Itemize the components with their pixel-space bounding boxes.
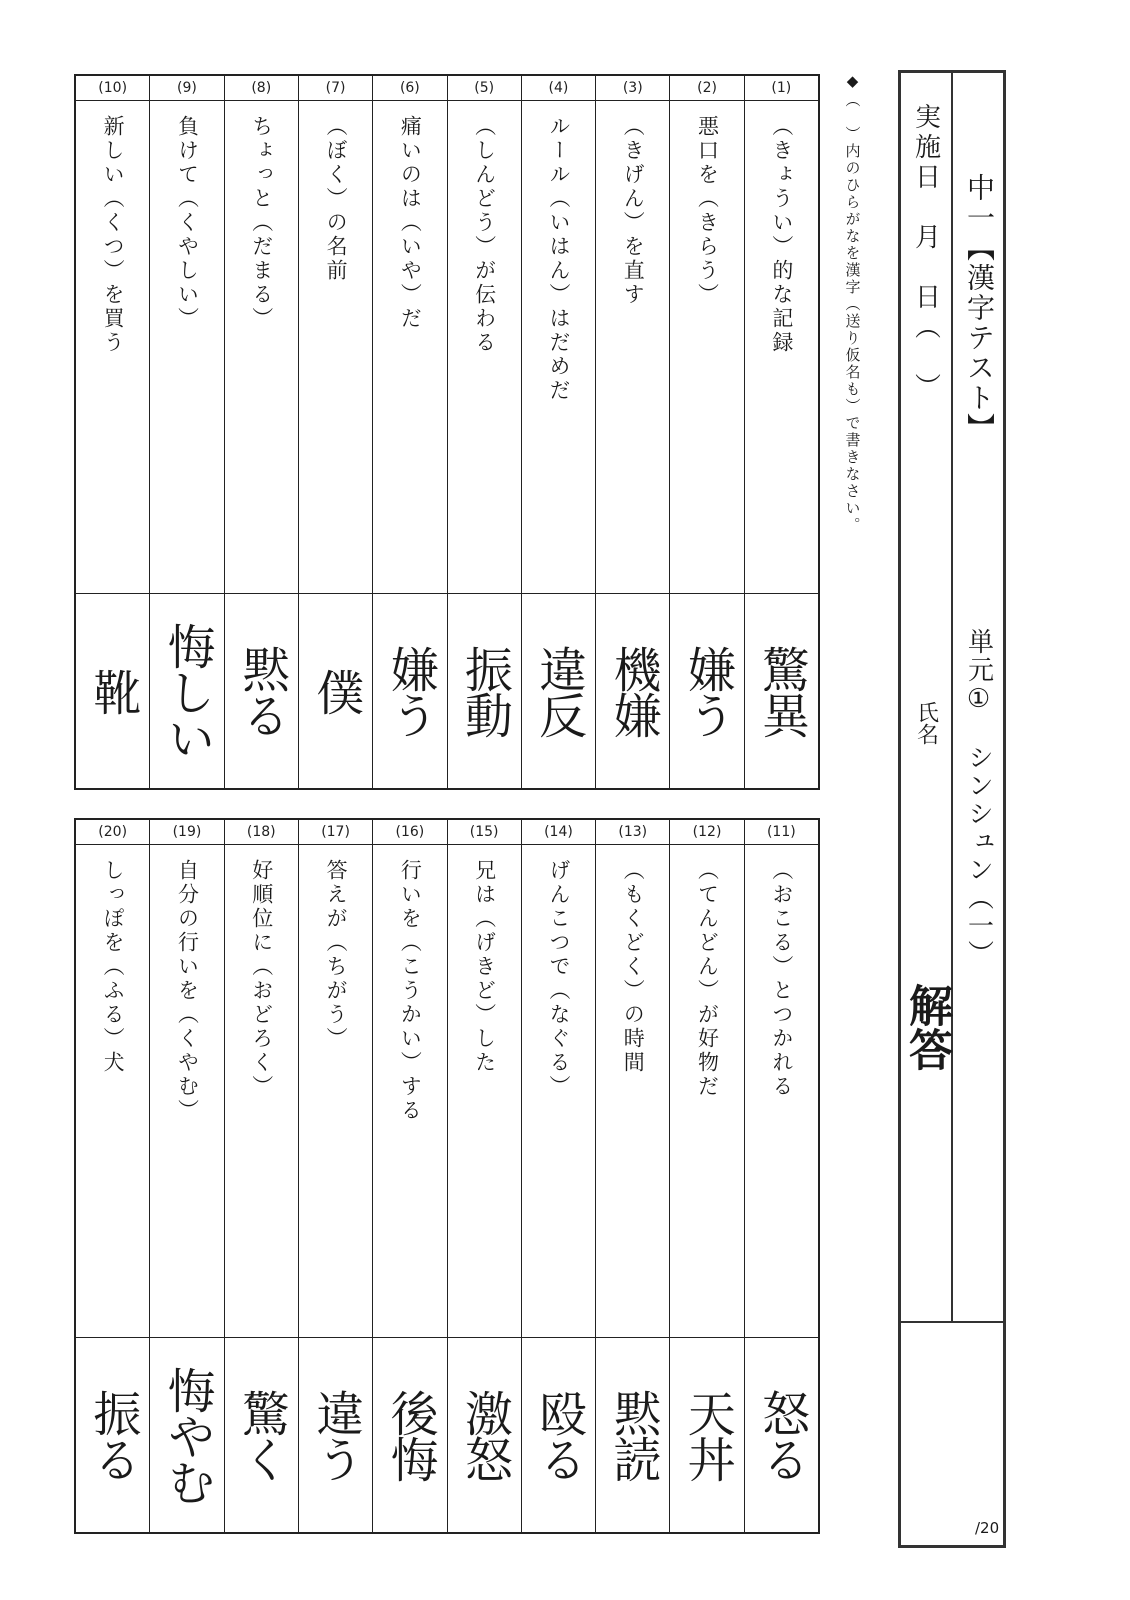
- answer-text: 機嫌: [604, 645, 661, 737]
- header-divider: [901, 1321, 1003, 1323]
- question-column-8: [224, 76, 298, 788]
- question-number: (11): [745, 820, 818, 845]
- question-column-3: [595, 76, 669, 788]
- question-number: (6): [373, 76, 446, 101]
- answer-box[interactable]: [670, 1338, 743, 1532]
- name-field[interactable]: [901, 701, 951, 745]
- answer-box[interactable]: [76, 1338, 149, 1532]
- question-cell: [76, 101, 149, 594]
- answer-box[interactable]: [596, 1338, 669, 1532]
- answer-text: 悔やむ: [159, 1366, 216, 1504]
- question-column-10: [76, 76, 149, 788]
- question-cell: [448, 101, 521, 594]
- question-column-20: [76, 820, 149, 1532]
- test-title: [953, 173, 1005, 443]
- answer-box[interactable]: [596, 594, 669, 788]
- question-text: （ぼく）の名前: [324, 115, 349, 283]
- answer-text: 振る: [84, 1389, 141, 1481]
- question-text: げんこつで（なぐる）: [546, 859, 571, 1099]
- answer-box[interactable]: [522, 1338, 595, 1532]
- answer-text: 嫌う: [679, 645, 736, 737]
- question-text: 答えが（ちがう）: [324, 859, 349, 1051]
- question-grid-bottom: [74, 818, 820, 1534]
- question-column-7: [298, 76, 372, 788]
- answer-box[interactable]: [373, 594, 446, 788]
- question-column-12: [669, 820, 743, 1532]
- question-cell: [225, 845, 298, 1338]
- instruction: [838, 72, 868, 692]
- answer-box[interactable]: [299, 594, 372, 788]
- question-column-13: [595, 820, 669, 1532]
- answer-text: 殴る: [530, 1389, 587, 1481]
- question-number: (12): [670, 820, 743, 845]
- question-number: (3): [596, 76, 669, 101]
- unit-label-text: 単元① シンシュン（一）: [963, 628, 994, 968]
- question-number: (16): [373, 820, 446, 845]
- unit-label: [953, 628, 1005, 968]
- question-column-2: [669, 76, 743, 788]
- answer-text: 激怒: [456, 1389, 513, 1481]
- answer-key-text: 解答: [901, 983, 952, 1071]
- answer-box[interactable]: [150, 594, 223, 788]
- answer-text: 振動: [456, 645, 513, 737]
- question-cell: [522, 845, 595, 1338]
- question-column-4: [521, 76, 595, 788]
- question-text: 新しい（くつ）を買う: [101, 115, 126, 355]
- question-text: しっぽを（ふる）犬: [101, 859, 126, 1075]
- question-grid-top: [74, 74, 820, 790]
- answer-text: 違反: [530, 645, 587, 737]
- question-column-5: [447, 76, 521, 788]
- question-text: （きげん）を直す: [621, 115, 646, 307]
- question-column-16: [372, 820, 446, 1532]
- question-number: (13): [596, 820, 669, 845]
- question-text: 兄は（げきど）した: [472, 859, 497, 1075]
- question-cell: [150, 101, 223, 594]
- question-number: (14): [522, 820, 595, 845]
- date-field[interactable]: [901, 103, 951, 403]
- question-number: (8): [225, 76, 298, 101]
- question-text: （てんどん）が好物だ: [695, 859, 720, 1099]
- answer-text: 嫌う: [382, 645, 439, 737]
- answer-box[interactable]: [225, 594, 298, 788]
- name-label-text: 氏名: [913, 701, 939, 745]
- question-cell: [448, 845, 521, 1338]
- question-cell: [299, 845, 372, 1338]
- question-cell: [745, 101, 818, 594]
- question-cell: [670, 845, 743, 1338]
- answer-box[interactable]: [225, 1338, 298, 1532]
- answer-text: 怒る: [753, 1389, 810, 1481]
- question-column-14: [521, 820, 595, 1532]
- question-text: ちょっと（だまる）: [249, 115, 274, 331]
- question-number: (10): [76, 76, 149, 101]
- question-cell: [150, 845, 223, 1338]
- question-cell: [522, 101, 595, 594]
- answer-box[interactable]: [299, 1338, 372, 1532]
- question-text: （もくどく）の時間: [621, 859, 646, 1075]
- question-column-6: [372, 76, 446, 788]
- answer-text: 違う: [307, 1389, 364, 1481]
- question-cell: [373, 845, 446, 1338]
- answer-text: 驚く: [233, 1389, 290, 1481]
- question-number: (19): [150, 820, 223, 845]
- question-number: (15): [448, 820, 521, 845]
- answer-box[interactable]: [670, 594, 743, 788]
- question-column-11: [744, 820, 818, 1532]
- question-cell: [745, 845, 818, 1338]
- question-text: 行いを（こうかい）する: [398, 859, 423, 1123]
- question-number: (18): [225, 820, 298, 845]
- question-column-17: [298, 820, 372, 1532]
- question-column-18: [224, 820, 298, 1532]
- question-text: 負けて（くやしい）: [175, 115, 200, 331]
- question-text: （きょうい）的な記録: [769, 115, 794, 355]
- answer-text: 後悔: [382, 1389, 439, 1481]
- instruction-text: ◆（ ）内のひらがなを漢字（送り仮名も）で書きなさい。: [843, 72, 862, 534]
- question-number: (7): [299, 76, 372, 101]
- question-column-15: [447, 820, 521, 1532]
- answer-box[interactable]: [745, 594, 818, 788]
- answer-box[interactable]: [745, 1338, 818, 1532]
- answer-box[interactable]: [373, 1338, 446, 1532]
- question-text: 悪口を（きらう）: [695, 115, 720, 307]
- question-cell: [373, 101, 446, 594]
- question-cell: [225, 101, 298, 594]
- answer-text: 悔しい: [159, 622, 216, 760]
- answer-key-label: [901, 983, 951, 1071]
- question-text: 自分の行いを（くやむ）: [175, 859, 200, 1123]
- question-column-1: [744, 76, 818, 788]
- answer-text: 黙読: [604, 1389, 661, 1481]
- answer-text: 僕: [307, 668, 364, 714]
- question-cell: [596, 845, 669, 1338]
- answer-text: 天丼: [679, 1389, 736, 1481]
- answer-box[interactable]: [150, 1338, 223, 1532]
- header-box: [898, 70, 1006, 1548]
- question-number: (4): [522, 76, 595, 101]
- question-text: （おこる）とつかれる: [769, 859, 794, 1099]
- question-number: (5): [448, 76, 521, 101]
- question-text: （しんどう）が伝わる: [472, 115, 497, 355]
- question-number: (20): [76, 820, 149, 845]
- question-column-19: [149, 820, 223, 1532]
- question-number: (17): [299, 820, 372, 845]
- question-text: 痛いのは（いや）だ: [398, 115, 423, 331]
- question-text: 好順位に（おどろく）: [249, 859, 274, 1099]
- answer-text: 驚異: [753, 645, 810, 737]
- question-cell: [670, 101, 743, 594]
- answer-text: 黙る: [233, 645, 290, 737]
- question-number: (9): [150, 76, 223, 101]
- test-title-text: 中一【漢字テスト】: [963, 173, 996, 443]
- answer-box[interactable]: [448, 594, 521, 788]
- question-column-9: [149, 76, 223, 788]
- question-cell: [596, 101, 669, 594]
- answer-box[interactable]: [448, 1338, 521, 1532]
- question-text: ルール（いはん）はだめだ: [546, 115, 571, 403]
- question-number: (1): [745, 76, 818, 101]
- answer-text: 靴: [84, 668, 141, 714]
- answer-box[interactable]: [76, 594, 149, 788]
- date-label-text: 実施日 月 日（ ）: [910, 103, 941, 403]
- question-number: (2): [670, 76, 743, 101]
- score-field[interactable]: /20: [975, 1519, 1000, 1537]
- question-cell: [299, 101, 372, 594]
- answer-box[interactable]: [522, 594, 595, 788]
- question-cell: [76, 845, 149, 1338]
